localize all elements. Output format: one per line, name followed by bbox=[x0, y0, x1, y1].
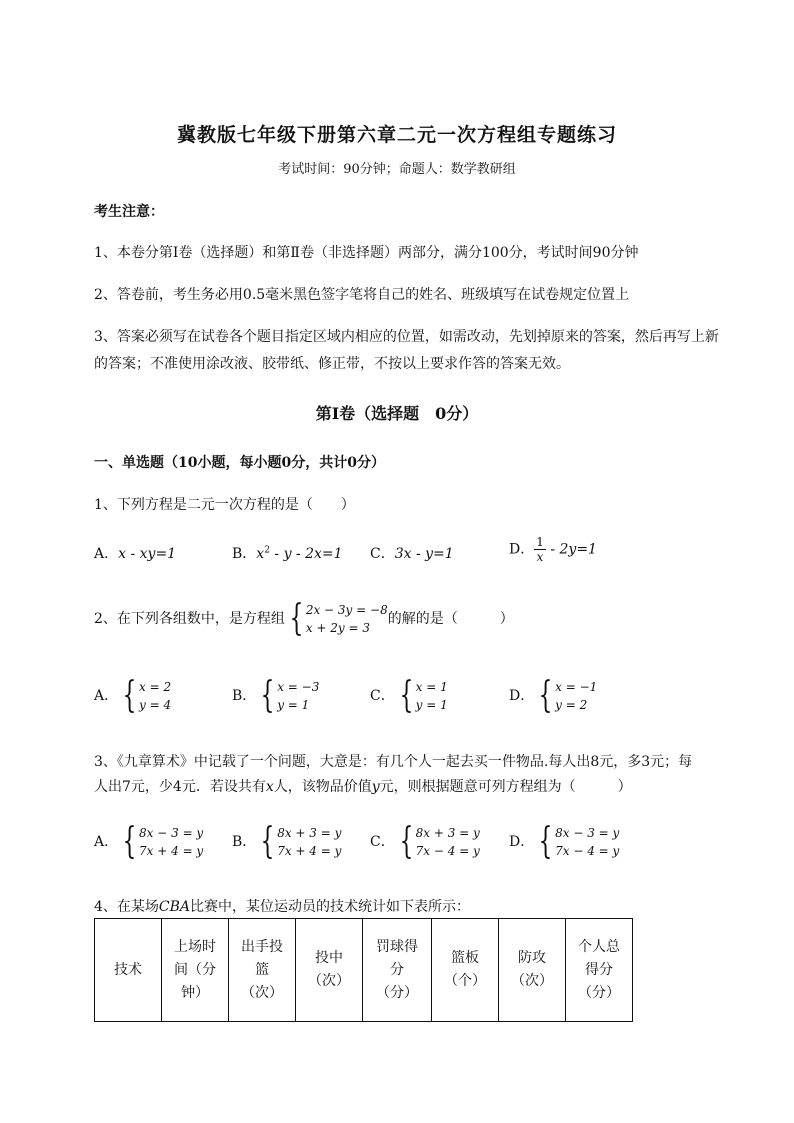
cell-line: 罚球得 bbox=[376, 938, 418, 955]
option-expr: 3x - y=1 bbox=[394, 546, 454, 562]
notice-item-3-cont: 的答案；不准使用涂改液、胶带纸、修正带，不按以上要求作答的答案无效。 bbox=[94, 356, 570, 372]
equation-line: 8x − 3 = y bbox=[555, 826, 620, 840]
q3-option-d bbox=[509, 821, 620, 862]
fraction-numerator: 1 bbox=[536, 535, 544, 549]
q3-stem-line1: 3、《九章算术》中记载了一个问题，大意是：有几个人一起去买一件物品.每人出8元，多3元；每 bbox=[94, 754, 693, 770]
q3-option-a bbox=[94, 821, 204, 862]
page-subtitle: 考试时间：90分钟；命题人：数学教研组 bbox=[278, 162, 516, 177]
q3-text: 人，该物品价值 bbox=[273, 779, 372, 795]
brace-icon: { bbox=[399, 675, 414, 716]
equation-system bbox=[285, 598, 388, 639]
option-label: C． bbox=[370, 546, 395, 562]
q4-text: 比赛中，某位运动员的技术统计如下表所示： bbox=[190, 899, 471, 915]
option-expr: x bbox=[256, 546, 265, 562]
cell-line: （次） bbox=[241, 984, 283, 1001]
cell-line: 上场时 bbox=[174, 938, 216, 955]
q3-text: 元，则根据题意可列方程组为（ ） bbox=[379, 779, 632, 795]
brace-icon: { bbox=[289, 598, 304, 639]
q2-option-a bbox=[94, 675, 172, 716]
q3-text: 人出7元，少4元．若设共有 bbox=[94, 779, 266, 795]
variable-y: y bbox=[371, 779, 380, 795]
cell-line: 投中 bbox=[315, 950, 343, 966]
option-label: C． bbox=[370, 688, 395, 704]
option-label: A． bbox=[94, 834, 119, 850]
table-header-cell bbox=[363, 919, 432, 1022]
table-header-cell bbox=[229, 919, 296, 1022]
equation-system bbox=[118, 675, 172, 716]
q4-stem bbox=[94, 896, 470, 916]
equation-line: y = 2 bbox=[555, 698, 588, 712]
table-header-cell bbox=[432, 919, 499, 1022]
equation-system bbox=[534, 821, 620, 862]
equation-line: 8x + 3 = y bbox=[415, 826, 480, 840]
q2-stem-pre: 2、在下列各组数中，是方程组 bbox=[94, 611, 285, 627]
option-expr-rest: - y - 2x=1 bbox=[269, 546, 343, 562]
equation-line: x = 2 bbox=[139, 680, 172, 694]
q2-option-d bbox=[509, 675, 598, 716]
q2-stem bbox=[94, 598, 514, 639]
brace-icon: { bbox=[122, 675, 137, 716]
equation-system bbox=[256, 821, 342, 862]
cell-line: （次） bbox=[511, 973, 553, 989]
cba-label: CBA bbox=[158, 899, 191, 915]
option-label: B． bbox=[232, 834, 257, 850]
q1-option-c bbox=[370, 543, 454, 563]
q1-option-a bbox=[94, 543, 176, 563]
cell-line: （个） bbox=[444, 973, 486, 989]
equation-line: 8x + 3 = y bbox=[277, 826, 342, 840]
q3-option-b bbox=[232, 821, 342, 862]
brace-icon: { bbox=[538, 821, 553, 862]
q2-option-c bbox=[370, 675, 448, 716]
option-expr-rest: - 2y=1 bbox=[545, 541, 597, 558]
equation-line: 7x − 4 = y bbox=[555, 844, 620, 858]
cell-line: 间（分 bbox=[174, 961, 216, 978]
brace-icon: { bbox=[260, 821, 275, 862]
option-label: B． bbox=[232, 688, 257, 704]
equation-system bbox=[534, 675, 598, 716]
equation-line: 7x − 4 = y bbox=[415, 844, 480, 858]
equation-system bbox=[395, 821, 480, 862]
equation-line: y = 1 bbox=[415, 698, 448, 712]
equation-line: y = 1 bbox=[277, 698, 310, 712]
fraction bbox=[534, 535, 546, 564]
equation-line: 7x + 4 = y bbox=[139, 844, 204, 858]
exponent: 2 bbox=[264, 545, 270, 556]
cell-line: 个人总 bbox=[578, 938, 620, 955]
table-header-cell bbox=[566, 919, 633, 1022]
cell-line: 钟） bbox=[181, 984, 209, 1001]
stats-table bbox=[94, 918, 633, 1022]
notice-heading: 考生注意： bbox=[94, 204, 164, 220]
q4-text: 4、在某场 bbox=[94, 899, 159, 915]
section-title: 第I卷（选择题 0分） bbox=[315, 404, 479, 423]
q1-option-d bbox=[509, 535, 597, 564]
equation-line: x = 1 bbox=[415, 680, 448, 694]
page-title: 冀教版七年级下册第六章二元一次方程组专题练习 bbox=[176, 124, 617, 146]
equation-system bbox=[256, 675, 320, 716]
equation-system bbox=[118, 821, 204, 862]
table-header-cell bbox=[296, 919, 363, 1022]
option-label: B． bbox=[232, 546, 257, 562]
option-label: D． bbox=[509, 834, 535, 850]
notice-item-3: 3、答案必须写在试卷各个题目指定区域内相应的位置，如需改动，先划掉原来的答案，然后再写上新 bbox=[94, 329, 719, 345]
equation-line: y = 4 bbox=[139, 698, 172, 712]
table-header-cell bbox=[95, 919, 162, 1022]
cell-line: 得分 bbox=[585, 961, 613, 978]
variable-x: x bbox=[265, 779, 274, 795]
cell-line: 技术 bbox=[114, 961, 142, 978]
cell-line: 分 bbox=[390, 961, 404, 978]
equation-system bbox=[395, 675, 448, 716]
fraction-denominator: x bbox=[536, 550, 544, 564]
brace-icon: { bbox=[538, 675, 553, 716]
notice-item-2: 2、答卷前，考生务必用0.5毫米黑色签字笔将自己的姓名、班级填写在试卷规定位置上 bbox=[94, 287, 630, 303]
table-header-row bbox=[95, 919, 633, 1022]
option-label: D． bbox=[509, 688, 535, 704]
equation-line: 7x + 4 = y bbox=[277, 844, 342, 858]
option-expr: x - xy=1 bbox=[118, 546, 177, 562]
table-header-cell bbox=[162, 919, 229, 1022]
equation-line: 2x − 3y = −8 bbox=[305, 603, 388, 617]
equation-line: 8x − 3 = y bbox=[139, 826, 204, 840]
equation-line: x + 2y = 3 bbox=[305, 621, 371, 635]
option-label: D． bbox=[509, 541, 535, 558]
q2-stem-post: 的解的是（ ） bbox=[387, 611, 514, 627]
cell-line: 出手投 bbox=[241, 938, 283, 955]
option-label: C． bbox=[370, 834, 395, 850]
q1-stem: 1、下列方程是二元一次方程的是（ ） bbox=[94, 497, 355, 513]
q1-option-b bbox=[232, 543, 343, 563]
q2-option-b bbox=[232, 675, 320, 716]
option-label: A． bbox=[94, 546, 119, 562]
cell-line: 篮 bbox=[255, 961, 269, 978]
brace-icon: { bbox=[122, 821, 137, 862]
cell-line: 防攻 bbox=[518, 950, 546, 966]
brace-icon: { bbox=[399, 821, 414, 862]
equation-line: x = −1 bbox=[555, 680, 598, 694]
notice-item-1: 1、本卷分第I卷（选择题）和第Ⅱ卷（非选择题）两部分，满分100分，考试时间90分钟 bbox=[94, 245, 639, 261]
equation-line: x = −3 bbox=[277, 680, 320, 694]
brace-icon: { bbox=[260, 675, 275, 716]
q3-stem-line2 bbox=[94, 776, 632, 796]
part-heading: 一、单选题（10小题，每小题0分，共计0分） bbox=[94, 455, 385, 471]
q3-option-c bbox=[370, 821, 480, 862]
cell-line: （次） bbox=[308, 973, 350, 989]
cell-line: （分） bbox=[578, 984, 620, 1001]
option-label: A． bbox=[94, 688, 119, 704]
cell-line: （分） bbox=[376, 984, 418, 1001]
table-header-cell bbox=[499, 919, 566, 1022]
cell-line: 篮板 bbox=[451, 950, 479, 966]
